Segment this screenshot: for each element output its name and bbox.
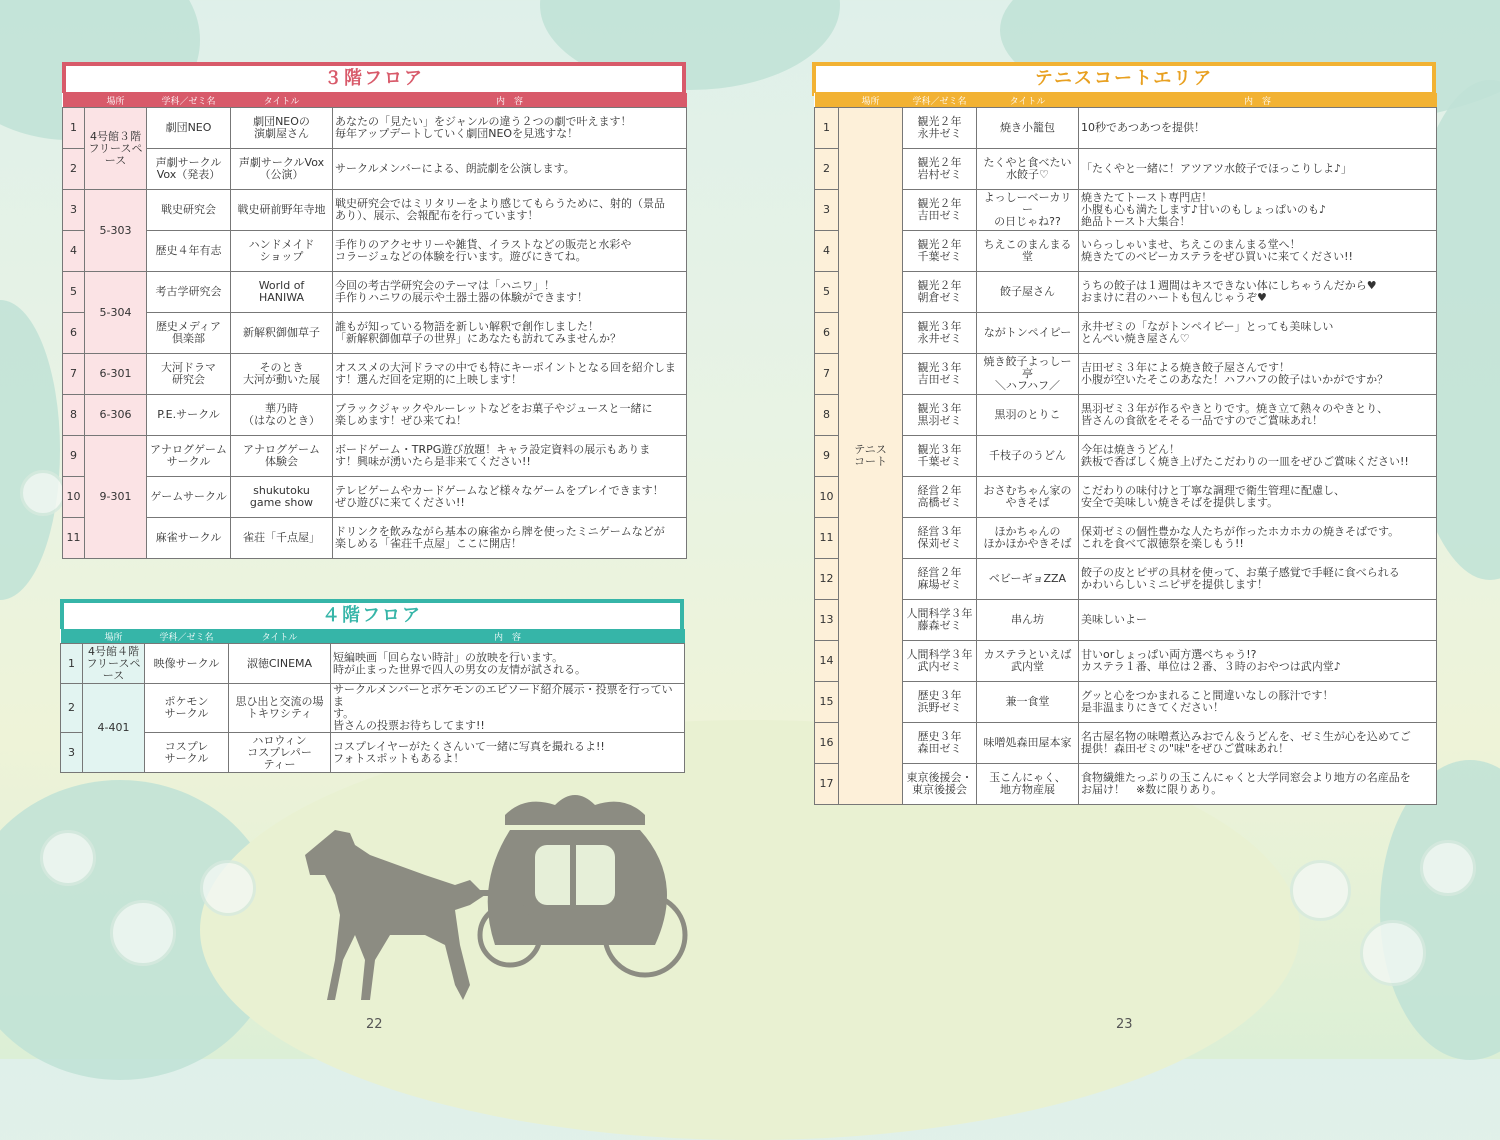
table-row: [815, 231, 1437, 272]
description-cell: サークルメンバーとポケモンのエピソード紹介展示・投票を行っていま す。 皆さんの投票お待ちしてます!!: [331, 684, 685, 733]
org-cell: 考古学研究会: [147, 272, 231, 313]
org-cell: 観光２年 岩村ゼミ: [903, 149, 977, 190]
table-header-row: [61, 629, 685, 644]
title-cell: 焼き小籠包: [977, 108, 1079, 149]
description-cell: オススメの大河ドラマの中でも特にキーポイントとなる回を紹介しま す！選んだ回を定期的に上映します！: [333, 354, 687, 395]
org-cell: 観光２年 千葉ゼミ: [903, 231, 977, 272]
place-cell: 4-401: [83, 684, 145, 773]
tree-decoration: [0, 300, 60, 600]
title-cell: おさむちゃん家の やきそば: [977, 477, 1079, 518]
table-row: [815, 354, 1437, 395]
title-cell: 味噌処森田屋本家: [977, 723, 1079, 764]
title-cell: 黒羽のとりこ: [977, 395, 1079, 436]
description-cell: 吉田ゼミ３年による焼き餃子屋さんです！ 小腹が空いたそこのあなた！ハフハフの餃子はいかがですか？: [1079, 354, 1437, 395]
description-cell: 戦史研究会ではミリタリーをより感じてもらうために、射的（景品 あり）、展示、会報配布を行っています！: [333, 190, 687, 231]
tree-decoration: [1380, 760, 1500, 1060]
header-title: タイトル: [229, 629, 331, 644]
table-row: [815, 190, 1437, 231]
title-cell: 劇団NEOの 演劇屋さん: [231, 108, 333, 149]
row-number: 3: [61, 733, 83, 773]
title-cell: たくやと食べたい 水餃子♡: [977, 149, 1079, 190]
title-cell: 餃子屋さん: [977, 272, 1079, 313]
row-number: 2: [61, 684, 83, 733]
row-number: 11: [63, 518, 85, 559]
page-number-left: 22: [366, 1017, 383, 1032]
description-cell: コスプレイヤーがたくさんいて一緒に写真を撮れるよ!! フォトスポットもあるよ！: [331, 733, 685, 773]
floor4-title: ４階フロア: [60, 599, 684, 633]
org-cell: 声劇サークル Vox（発表）: [147, 149, 231, 190]
place-cell: 4号館３階 フリースペース: [85, 108, 147, 190]
description-cell: 今回の考古学研究会のテーマは「ハニワ」！ 手作りハニワの展示や土器土器の体験ができます！: [333, 272, 687, 313]
row-number: 5: [815, 272, 839, 313]
description-cell: 10秒であつあつを提供！: [1079, 108, 1437, 149]
floor3-table: [62, 93, 687, 559]
table-row: [815, 764, 1437, 805]
description-cell: グッと心をつかまれること間違いなしの豚汁です！ 是非温まりにきてください！: [1079, 682, 1437, 723]
rose-decoration: [40, 830, 96, 886]
description-cell: いらっしゃいませ、ちえこのまんまる堂へ！ 焼きたてのベビーカステラをぜひ買いに来てください!!: [1079, 231, 1437, 272]
row-number: 11: [815, 518, 839, 559]
title-cell: 玉こんにゃく、 地方物産展: [977, 764, 1079, 805]
description-cell: 保苅ゼミの個性豊かな人たちが作ったホカホカの焼きそばです。 これを食べて淑徳祭を楽しもう!!: [1079, 518, 1437, 559]
row-number: 16: [815, 723, 839, 764]
title-cell: 焼き餃子よっしー亭 ＼ハフハフ／: [977, 354, 1079, 395]
title-cell: カステラといえば 武内堂: [977, 641, 1079, 682]
description-cell: ドリンクを飲みながら基本の麻雀から牌を使ったミニゲームなどが 楽しめる「雀荘千点屋」ここに開店！: [333, 518, 687, 559]
rose-decoration: [1420, 840, 1476, 896]
row-number: 17: [815, 764, 839, 805]
table-row: [815, 641, 1437, 682]
row-number: 6: [63, 313, 85, 354]
description-cell: 名古屋名物の味噌煮込みおでん＆うどんを、ゼミ生が心を込めてご 提供！森田ゼミの"味"をぜひご賞味あれ！: [1079, 723, 1437, 764]
row-number: 3: [815, 190, 839, 231]
table-header-row: [63, 93, 687, 108]
table-row: [63, 149, 687, 190]
place-cell: 5-303: [85, 190, 147, 272]
table-row: [815, 682, 1437, 723]
table-row: [815, 272, 1437, 313]
row-number: 9: [815, 436, 839, 477]
header-org: 学科／ゼミ名: [903, 93, 977, 108]
row-number: 7: [815, 354, 839, 395]
table-row: [815, 313, 1437, 354]
org-cell: 観光３年 永井ゼミ: [903, 313, 977, 354]
org-cell: 経営２年 高橋ゼミ: [903, 477, 977, 518]
header-desc: 内 容: [331, 629, 685, 644]
header-title: タイトル: [977, 93, 1079, 108]
table-row: [61, 733, 685, 773]
title-cell: そのとき 大河が動いた展: [231, 354, 333, 395]
description-cell: ボードゲーム・TRPG遊び放題！キャラ設定資料の展示もありま す！興味が湧いたら是非来てください!!: [333, 436, 687, 477]
table-header-row: [815, 93, 1437, 108]
description-cell: 誰もが知っている物語を新しい解釈で創作しました！ 「新解釈御伽草子の世界」にあなたも訪れてみませんか？: [333, 313, 687, 354]
row-number: 14: [815, 641, 839, 682]
table-row: [815, 723, 1437, 764]
title-cell: World of HANIWA: [231, 272, 333, 313]
description-cell: あなたの「見たい」をジャンルの違う２つの劇で叶えます！ 毎年アップデートしていく劇団NEOを見逃すな！: [333, 108, 687, 149]
org-cell: ゲームサークル: [147, 477, 231, 518]
description-cell: 今年は焼きうどん！ 鉄板で香ばしく焼き上げたこだわりの一皿をぜひご賞味ください!!: [1079, 436, 1437, 477]
title-cell: ベビーギョZZA: [977, 559, 1079, 600]
description-cell: こだわりの味付けと丁寧な調理で衛生管理に配慮し、 安全で美味しい焼きそばを提供します。: [1079, 477, 1437, 518]
title-cell: ほかちゃんの ほかほかやきそば: [977, 518, 1079, 559]
header-number: [815, 93, 839, 108]
row-number: 13: [815, 600, 839, 641]
title-cell: ハロウィン コスプレパー ティー: [229, 733, 331, 773]
org-cell: 麻雀サークル: [147, 518, 231, 559]
title-cell: 串ん坊: [977, 600, 1079, 641]
table-row: [63, 354, 687, 395]
title-cell: 戦史研前野年寺地: [231, 190, 333, 231]
org-cell: 経営２年 麻場ゼミ: [903, 559, 977, 600]
table-row: [815, 559, 1437, 600]
table-row: [63, 395, 687, 436]
org-cell: 東京後援会・ 東京後援会: [903, 764, 977, 805]
table-row: [815, 436, 1437, 477]
description-cell: 甘いorしょっぱい両方選べちゃう!? カステラ１番、単位は２番、３時のおやつは武内堂♪: [1079, 641, 1437, 682]
header-org: 学科／ゼミ名: [145, 629, 229, 644]
org-cell: 映像サークル: [145, 644, 229, 684]
title-cell: 新解釈御伽草子: [231, 313, 333, 354]
table-row: [815, 518, 1437, 559]
carriage-silhouette: [295, 785, 695, 1025]
table-row: [63, 313, 687, 354]
title-cell: 淑徳CINEMA: [229, 644, 331, 684]
org-cell: ポケモン サークル: [145, 684, 229, 733]
row-number: 10: [63, 477, 85, 518]
title-cell: 千枝子のうどん: [977, 436, 1079, 477]
place-cell: 6-306: [85, 395, 147, 436]
description-cell: サークルメンバーによる、朗読劇を公演します。: [333, 149, 687, 190]
title-cell: 華乃時 （はなのとき）: [231, 395, 333, 436]
org-cell: 大河ドラマ 研究会: [147, 354, 231, 395]
org-cell: 経営３年 保苅ゼミ: [903, 518, 977, 559]
row-number: 7: [63, 354, 85, 395]
row-number: 5: [63, 272, 85, 313]
place-cell: 4号館４階 フリースペース: [83, 644, 145, 684]
org-cell: P.E.サークル: [147, 395, 231, 436]
header-place: 場所: [85, 93, 147, 108]
org-cell: 歴史３年 森田ゼミ: [903, 723, 977, 764]
org-cell: 観光２年 永井ゼミ: [903, 108, 977, 149]
row-number: 8: [63, 395, 85, 436]
org-cell: 劇団NEO: [147, 108, 231, 149]
title-cell: ハンドメイド ショップ: [231, 231, 333, 272]
header-place: 場所: [83, 629, 145, 644]
org-cell: 観光２年 朝倉ゼミ: [903, 272, 977, 313]
title-cell: shukutoku game show: [231, 477, 333, 518]
table-row: [815, 477, 1437, 518]
title-cell: 兼一食堂: [977, 682, 1079, 723]
table-row: [63, 477, 687, 518]
floor3-title: ３階フロア: [62, 62, 686, 96]
description-cell: 食物繊維たっぷりの玉こんにゃくと大学同窓会より地方の名産品を お届け！ ※数に限りあり。: [1079, 764, 1437, 805]
row-number: 1: [63, 108, 85, 149]
org-cell: 観光３年 黒羽ゼミ: [903, 395, 977, 436]
table-row: [63, 518, 687, 559]
title-cell: アナログゲーム 体験会: [231, 436, 333, 477]
description-cell: 黒羽ゼミ３年が作るやきとりです。焼き立て熱々のやきとり、 皆さんの食欲をそそる一品ですのでご賞味あれ！: [1079, 395, 1437, 436]
description-cell: 永井ゼミの「ながトンペイピー」とっても美味しい とんぺい焼き屋さん♡: [1079, 313, 1437, 354]
row-number: 2: [63, 149, 85, 190]
description-cell: 「たくやと一緒に！アツアツ水餃子でほっこりしよ♪」: [1079, 149, 1437, 190]
header-desc: 内 容: [1079, 93, 1437, 108]
title-cell: 雀荘「千点屋」: [231, 518, 333, 559]
place-cell: 6-301: [85, 354, 147, 395]
title-cell: よっしーベーカリー の日じゃね??: [977, 190, 1079, 231]
place-cell: テニス コート: [839, 108, 903, 805]
row-number: 10: [815, 477, 839, 518]
table-row: [61, 684, 685, 733]
org-cell: 歴史４年有志: [147, 231, 231, 272]
row-number: 3: [63, 190, 85, 231]
floor4-table: [60, 629, 685, 773]
row-number: 1: [815, 108, 839, 149]
description-cell: ブラックジャックやルーレットなどをお菓子やジュースと一緒に 楽しめます！ぜひ来てね！: [333, 395, 687, 436]
table-row: [63, 272, 687, 313]
rose-decoration: [110, 900, 176, 966]
row-number: 12: [815, 559, 839, 600]
table-row: [815, 108, 1437, 149]
title-cell: ちえこのまんまる堂: [977, 231, 1079, 272]
table-row: [61, 644, 685, 684]
org-cell: 観光２年 吉田ゼミ: [903, 190, 977, 231]
rose-decoration: [1360, 920, 1426, 986]
description-cell: うちの餃子は１週間はキスできない体にしちゃうんだから♥ おまけに君のハートも包んじゃうぞ♥: [1079, 272, 1437, 313]
org-cell: 人間科学３年 藤森ゼミ: [903, 600, 977, 641]
header-place: 場所: [839, 93, 903, 108]
rose-decoration: [200, 860, 256, 916]
row-number: 4: [815, 231, 839, 272]
row-number: 8: [815, 395, 839, 436]
place-cell: 9-301: [85, 436, 147, 559]
tennis-title: テニスコートエリア: [812, 62, 1436, 96]
org-cell: アナログゲーム サークル: [147, 436, 231, 477]
tennis-table: [814, 93, 1437, 805]
org-cell: 観光３年 吉田ゼミ: [903, 354, 977, 395]
description-cell: 餃子の皮とピザの具材を使って、お菓子感覚で手軽に食べられる かわいらしいミニピザを提供します！: [1079, 559, 1437, 600]
org-cell: 歴史３年 浜野ゼミ: [903, 682, 977, 723]
table-row: [815, 600, 1437, 641]
row-number: 2: [815, 149, 839, 190]
header-desc: 内 容: [333, 93, 687, 108]
header-org: 学科／ゼミ名: [147, 93, 231, 108]
rose-decoration: [1290, 860, 1351, 921]
page-number-right: 23: [1116, 1017, 1133, 1032]
description-cell: 焼きたてトースト専門店！ 小腹も心も満たします♪甘いのもしょっぱいのも♪ 絶品トースト大集合！: [1079, 190, 1437, 231]
org-cell: 歴史メディア 倶楽部: [147, 313, 231, 354]
table-row: [63, 436, 687, 477]
row-number: 9: [63, 436, 85, 477]
row-number: 15: [815, 682, 839, 723]
header-number: [63, 93, 85, 108]
row-number: 4: [63, 231, 85, 272]
description-cell: 美味しいよー: [1079, 600, 1437, 641]
org-cell: コスプレ サークル: [145, 733, 229, 773]
title-cell: 声劇サークルVox （公演）: [231, 149, 333, 190]
row-number: 1: [61, 644, 83, 684]
rose-decoration: [20, 470, 66, 516]
table-row: [815, 149, 1437, 190]
org-cell: 戦史研究会: [147, 190, 231, 231]
table-row: [63, 231, 687, 272]
org-cell: 観光３年 千葉ゼミ: [903, 436, 977, 477]
description-cell: テレビゲームやカードゲームなど様々なゲームをプレイできます！ ぜひ遊びに来てください!!: [333, 477, 687, 518]
place-cell: 5-304: [85, 272, 147, 354]
header-title: タイトル: [231, 93, 333, 108]
title-cell: ながトンペイピー: [977, 313, 1079, 354]
header-number: [61, 629, 83, 644]
table-row: [63, 108, 687, 149]
table-row: [815, 395, 1437, 436]
description-cell: 短編映画「回らない時計」の放映を行います。 時が止まった世界で四人の男女の友情が試される。: [331, 644, 685, 684]
title-cell: 思ひ出と交流の場 トキワシティ: [229, 684, 331, 733]
description-cell: 手作りのアクセサリーや雑貨、イラストなどの販売と水彩や コラージュなどの体験を行います。遊びにきてね。: [333, 231, 687, 272]
table-row: [63, 190, 687, 231]
org-cell: 人間科学３年 武内ゼミ: [903, 641, 977, 682]
row-number: 6: [815, 313, 839, 354]
